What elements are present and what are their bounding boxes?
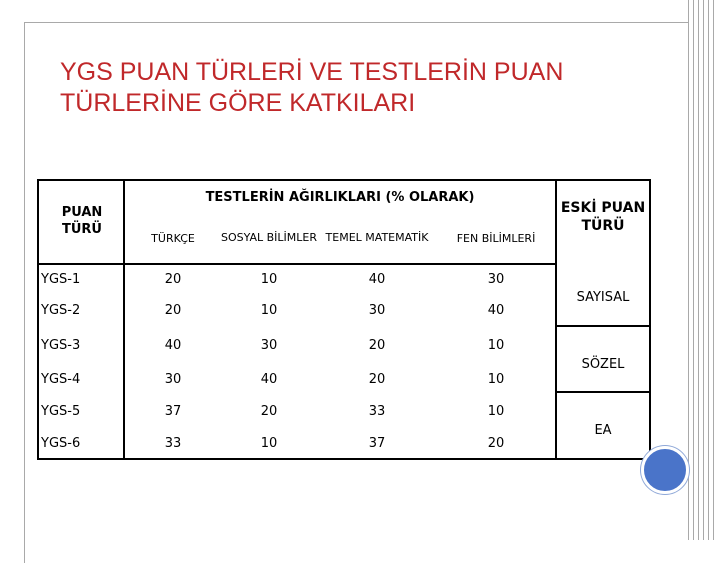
table-cell: 20 — [164, 302, 182, 318]
title-line-2: TÜRLERİNE GÖRE KATKILARI — [60, 89, 416, 117]
frame-line — [688, 0, 689, 540]
row-name: YGS-1 — [41, 271, 81, 287]
eski-puan-header: ESKİ PUAN TÜRÜ — [560, 200, 646, 234]
table-border — [37, 458, 651, 460]
table-cell: 30 — [260, 337, 278, 353]
eski-group-sayisal: SAYISAL — [576, 289, 630, 305]
title-line-1: YGS PUAN TÜRLERİ VE TESTLERİN PUAN — [60, 58, 564, 86]
table-cell: 40 — [487, 302, 505, 318]
row-name: YGS-3 — [41, 337, 81, 353]
frame-line — [713, 0, 714, 540]
column-header-matematik: TEMEL MATEMATİK — [325, 230, 429, 244]
table-cell: 37 — [368, 435, 386, 451]
frame-line — [708, 0, 709, 540]
weights-header: TESTLERİN AĞIRLIKLARI (% OLARAK) — [205, 189, 475, 205]
frame-line — [703, 0, 704, 540]
table-cell: 30 — [487, 271, 505, 287]
table-cell: 40 — [164, 337, 182, 353]
puan-turu-header: PUAN TÜRÜ — [61, 205, 103, 237]
table-cell: 10 — [487, 371, 505, 387]
row-name: YGS-5 — [41, 403, 81, 419]
table-border — [649, 179, 651, 460]
table-cell: 10 — [260, 302, 278, 318]
table-cell: 37 — [164, 403, 182, 419]
column-header-turkce: TÜRKÇE — [151, 231, 195, 245]
table-cell: 10 — [487, 337, 505, 353]
table-cell: 30 — [164, 371, 182, 387]
table-cell: 20 — [487, 435, 505, 451]
weights-table — [37, 179, 651, 460]
row-name: YGS-2 — [41, 302, 81, 318]
table-border — [37, 179, 39, 460]
column-header-fen: FEN BİLİMLERİ — [456, 231, 536, 245]
decorative-circle — [641, 446, 689, 494]
table-cell: 20 — [164, 271, 182, 287]
table-cell: 20 — [368, 337, 386, 353]
table-border — [37, 179, 651, 181]
table-cell: 10 — [260, 271, 278, 287]
eski-group-ea: EA — [594, 422, 612, 438]
table-cell: 40 — [260, 371, 278, 387]
row-name: YGS-6 — [41, 435, 81, 451]
table-cell: 10 — [487, 403, 505, 419]
eski-group-sozel: SÖZEL — [581, 356, 625, 372]
table-cell: 20 — [368, 371, 386, 387]
column-header-sosyal: SOSYAL BİLİMLER — [221, 230, 318, 244]
group-divider — [555, 391, 651, 393]
table-cell: 33 — [164, 435, 182, 451]
frame-line — [693, 0, 694, 540]
group-divider — [555, 325, 651, 327]
table-cell: 40 — [368, 271, 386, 287]
table-cell: 33 — [368, 403, 386, 419]
table-cell: 30 — [368, 302, 386, 318]
frame-line — [698, 0, 699, 540]
table-cell: 20 — [260, 403, 278, 419]
table-cell: 10 — [260, 435, 278, 451]
row-name: YGS-4 — [41, 371, 81, 387]
slide-title — [60, 57, 660, 119]
